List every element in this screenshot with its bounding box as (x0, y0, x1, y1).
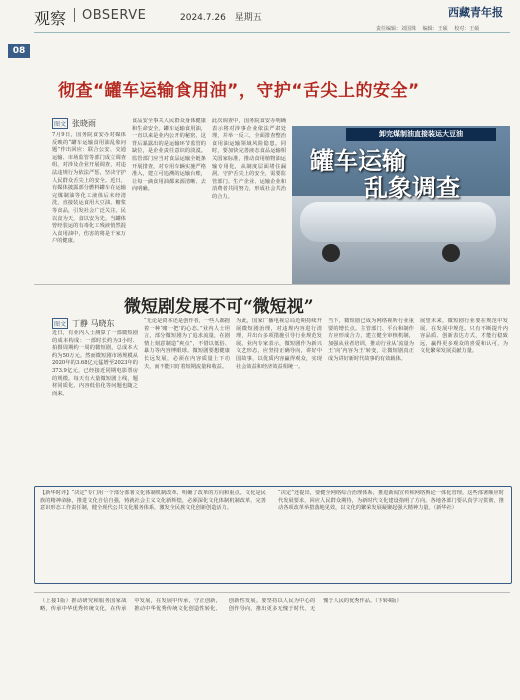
bottom-article: （上接1版）推动研究和服务国家战略，传承中华优秀传统文化，在传承中发展，在发展中传承，守正创新，推动中华优秀传统文化创造性转化、创新性发展。要坚持以人民为中心的创作导向，推出更多无愧于时代、无愧于人民的优秀作品。（下转4版） (40, 598, 402, 612)
date-value: 2024.7.26 (180, 13, 226, 23)
header-rule (34, 32, 510, 33)
masthead: 西藏青年报 (448, 6, 503, 19)
byline-tag: 图文 (52, 118, 68, 129)
editor-credits (376, 25, 484, 32)
article2-column-2: “无论是资本还是创作者，一些人都抱着一种‘赌一把’的心态。”业内人士坦言，部分微短剧为了追求流量，在剧情上刻意制造“爽点”，不惜以低俗、暴力等内容博眼球。微短剧要想健康长远发展，必须在内容质量上下功夫，而不能只盯着短期流量和收益。 (144, 318, 230, 370)
article1-photo (292, 126, 510, 284)
article2-column-4: 当下，微短剧已成为网络视听行业重要的增长点。主管部门、平台和制作方应形成合力，建立健全审核机制，加强从业者培训，推动行业从‘流量为王’向‘内容为王’转变，让微短剧真正成为讲好新时代故事的有效载体。 (328, 318, 414, 362)
article2-byline (52, 318, 115, 329)
photo-caption: 卸完煤制油直接装运大豆油 (346, 128, 496, 141)
tanker-truck (300, 202, 496, 242)
article1-author: 张晓雨 (72, 119, 97, 128)
truck-wheel (442, 244, 460, 262)
credit-layout: 编辑：王硕 (422, 26, 448, 32)
article2-author: 丁静 马晓东 (72, 319, 115, 328)
section-divider (34, 284, 510, 285)
article2-column-3: 为此，国家广播电视总局近期持续开展微短剧治理，对违规内容进行清理，并出台多项措施引导行业规范发展。业内专家表示，微短剧作为新兴文艺形态，应坚持正确导向，讲好中国故事，以优质内容赢得观众，实现社会效益和经济效益相统一。 (236, 318, 322, 370)
section-title-en: OBSERVE (82, 8, 147, 23)
byline-tag: 图文 (52, 318, 68, 329)
photo-title-line2: 乱象调查 (364, 174, 460, 202)
article1-byline (52, 118, 96, 129)
article1-column-3: 此次调查中，国务院食安办明确表示将对涉事企业依法严肃处理，并举一反三，全面排查整治食用油运输领域风险隐患。同时，要加快完善液态食品运输相关国家标准，推动食用植物油运输专用化，从制度层面堵住漏洞。守护舌尖上的安全，需要监管部门、生产企业、运输企业和消费者共同努力，形成社会共治的合力。 (212, 118, 286, 200)
credit-editor: 责任编辑：刘国珠 (376, 26, 417, 32)
bottom-divider (34, 592, 510, 593)
section-title-cn: 观察 (34, 9, 67, 28)
photo-title-line1: 罐车运输 (310, 147, 406, 175)
article2-headline: 微短剧发展不可“微短视” (124, 297, 314, 317)
issue-date (180, 10, 268, 23)
article1-column-2: 食品安全事关人民群众身体健康和生命安全。罐车运输食用油，一直以来是业内公开的秘密，这背后暴露出的是运输环节监管的缺位，是企业责任意识的淡漠。监管部门应当对食品运输全链条开展排查，对专用车辆实施严格准入，建立可追溯的运输台账，让每一滴食用油都来源清晰、去向明确。 (132, 118, 206, 193)
page-number: 08 (8, 44, 30, 58)
commentary-left: 【新华时评】“决定”专门用一个部分部署文化体制机制改革，明确了改革的方向和重点。文化是民族的精神命脉，推进文化自信自强，铸就社会主义文化新辉煌，必须深化文化体制机制改革，完善意识形态工作责任制，健全现代公共文化服务体系，激发全民族文化创新创造活力。 (40, 490, 266, 512)
article2-column-1: 近日，有业内人士测算了一部微短剧的成本构成：一部时长约为3小时、拍摄周期约一周的微短剧，总成本大约为50万元。然而微短剧市场规模从2020年的3.68亿元猛增至2023年的373.9亿元，已经接近同期电影票房的规模。每天有大量微短剧上线，题材同质化、内容低俗化等问题也随之而来。 (52, 330, 138, 397)
article1-headline: 彻查“罐车运输食用油”，守护“舌尖上的安全” (58, 81, 420, 101)
header-divider (74, 8, 75, 22)
article1-column-1: 7月9日，国务院食安办对媒体反映的“罐车运输食用油乱象问题”作出回应：联合公安、交通运输、市场监管等部门成立调查组，对涉及企业开展调查，对违法违规行为依法严惩，坚决守护人民群众舌尖上的安全。近日，有媒体披露部分燃料罐车在运输完煤制油等化工液体后未经清洗，直接装运食用大豆油、糖浆等食品，引发社会广泛关注。民以食为天，食以安为先。当罐体曾经装运的有毒化工残液悄然混入食用油中，伤害的将是千家万户的健康。 (52, 132, 126, 245)
commentary-right: “决定”还提出，要健全网络综合治理体系，推进新闻宣传和网络舆论一体化管理。这些部署顺应时代发展要求，回应人民群众期待，为新时代文化建设指明了方向。各地各部门要认真学习贯彻，推动各项改革举措落地见效，以文化的繁荣发展凝聚起强大精神力量。（新华社） (278, 490, 504, 512)
truck-wheel (322, 244, 340, 262)
article2-column-5: 展望未来，微短剧行业要在规范中发展、在发展中规范。只有不断提升内容品质、创新表达方式，才能行稳致远，赢得更多观众的喜爱和认可，为文化繁荣发展贡献力量。 (420, 318, 508, 355)
weekday-value: 星期五 (234, 13, 262, 23)
credit-proof: 校对：王硕 (454, 26, 480, 32)
photo-overlay-title (310, 148, 460, 202)
